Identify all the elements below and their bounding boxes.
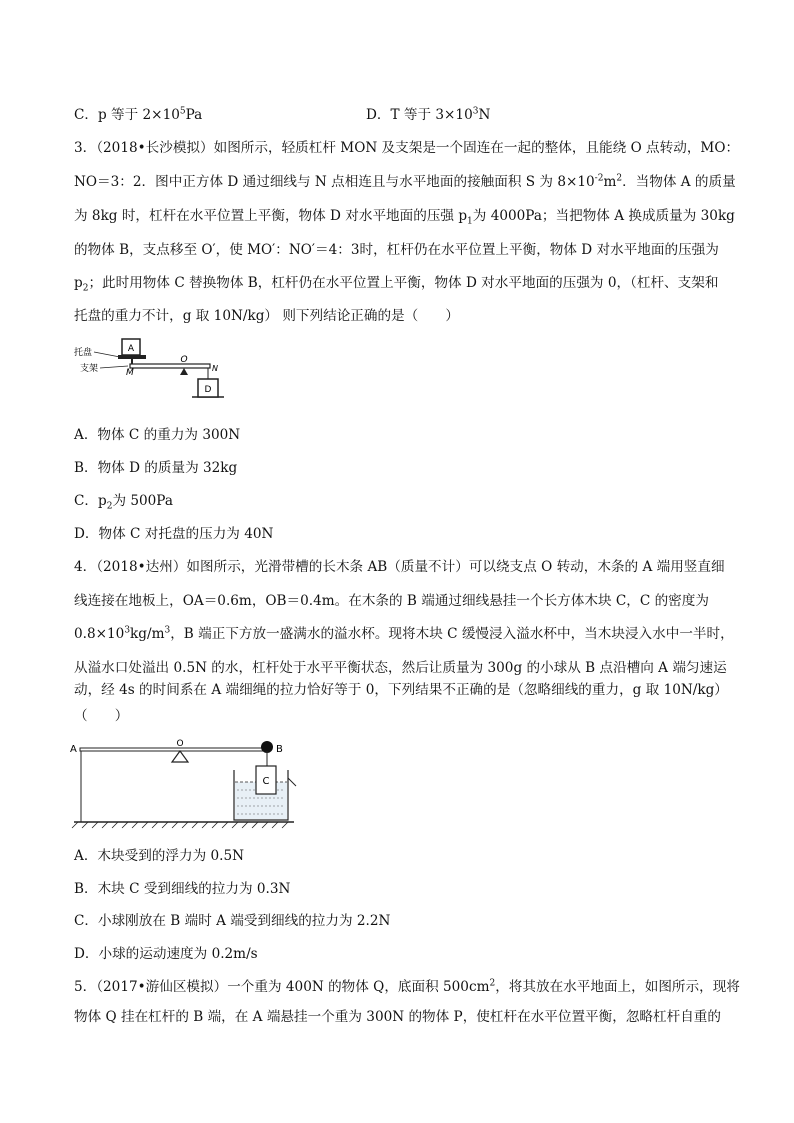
- q4-label-b: B: [276, 744, 283, 755]
- q3-label-tray: 托盘: [74, 348, 93, 358]
- q4-line-1: 4．（2018•达州）如图所示，光滑带槽的长木条 AB（质量不计）可以绕支点 O 转动，木条的 A 端用竖直细: [74, 559, 725, 575]
- q5-line-1: 5．（2017•游仙区模拟）一个重为 400N 的物体 Q，底面积 $500cm^2$，将其放在水平地面上，如图所示，现将: [74, 978, 740, 995]
- q4-option-d: D．小球的运动速度为 0.2m/s: [74, 946, 258, 962]
- q3-option-b: B．物体 D 的质量为 32kg: [74, 460, 238, 476]
- q3-line-6: 托盘的重力不计，g 取 10N/kg） 则下列结论正确的是（ ）: [74, 308, 460, 324]
- q3-option-c: C．$p_2$为 500Pa: [74, 493, 173, 512]
- q4-line-5: 动，经 4s 的时间系在 A 端细绳的拉力恰好等于 0，下列结果不正确的是（忽略细线的重力，g 取 10N/kg）: [74, 682, 728, 698]
- q3-lever-figure: [74, 335, 224, 403]
- q3-line-5: $p_2$；此时用物体 C 替换物体 B，杠杆仍在水平位置上平衡，物体 D 对水平地面的压强为 0，（杠杆、支架和: [74, 275, 719, 294]
- q3-line-2: NO＝3：2．图中正方体 D 通过细线与 N 点相连且与水平地面的接触面积 S 为 $8\times 10^{-2}m^2$．当物体 A 的质量: [74, 173, 736, 190]
- q4-lever-figure: [68, 738, 300, 830]
- q3-label-n: N: [212, 364, 218, 373]
- prev-option-c: C．p 等于 $2\times 10^5Pa$: [74, 106, 203, 123]
- q3-label-m: M: [126, 368, 134, 378]
- q3-option-d: D．物体 C 对托盘的压力为 40N: [74, 526, 274, 542]
- q3-line-1: 3．（2018•长沙模拟）如图所示，轻质杠杆 MON 及支架是一个固连在一起的整体，且能绕 O 点转动，MO：: [74, 140, 740, 156]
- q3-label-d: D: [204, 385, 212, 395]
- q4-label-c: C: [262, 776, 270, 787]
- q3-label-support: 支架: [80, 364, 99, 374]
- q3-label-a: A: [127, 344, 135, 354]
- q3-label-o: O: [180, 355, 188, 365]
- q4-option-b: B．木块 C 受到细线的拉力为 0.3N: [74, 881, 291, 897]
- q3-line-4: 的物体 B，支点移至 O′，使 MO′：NO′＝4：3时，杠杆仍在水平位置上平衡，物体 D 对水平地面的压强为: [74, 242, 719, 258]
- q4-option-a: A．木块受到的浮力为 0.5N: [74, 848, 244, 864]
- q4-line-6: （ ）: [74, 708, 129, 724]
- q4-label-o: O: [176, 739, 184, 749]
- q5-line-2: 物体 Q 挂在杠杆的 B 端，在 A 端悬挂一个重为 300N 的物体 P，使杠杆在水平位置平衡，忽略杠杆自重的: [74, 1009, 721, 1025]
- q3-option-a: A．物体 C 的重力为 300N: [74, 427, 241, 443]
- q4-line-4: 从溢水口处溢出 0.5N 的水，杠杆处于水平平衡状态，然后让质量为 300g 的小球从 B 点沿槽向 A 端匀速运: [74, 660, 727, 676]
- q4-line-2: 线连接在地板上，OA＝0.6m，OB＝0.4m。在木条的 B 端通过细线悬挂一个长方体木块 C，C 的密度为: [74, 593, 709, 609]
- prev-option-d: D．T 等于 $3\times 10^3N$: [366, 106, 491, 123]
- q3-line-3: 为 8kg 时，杠杆在水平位置上平衡，物体 D 对水平地面的压强 $p_1$为 4000Pa；当把物体 A 换成质量为 30kg: [74, 208, 735, 227]
- q4-option-c: C．小球刚放在 B 端时 A 端受到细线的拉力为 2.2N: [74, 913, 391, 929]
- q4-line-3: $0.8\times 10^3kg/m^3$，B 端正下方放一盛满水的溢水杯。现将木块 C 缓慢浸入溢水杯中，当木块浸入水中一半时，: [74, 625, 734, 642]
- q4-label-a: A: [70, 744, 77, 755]
